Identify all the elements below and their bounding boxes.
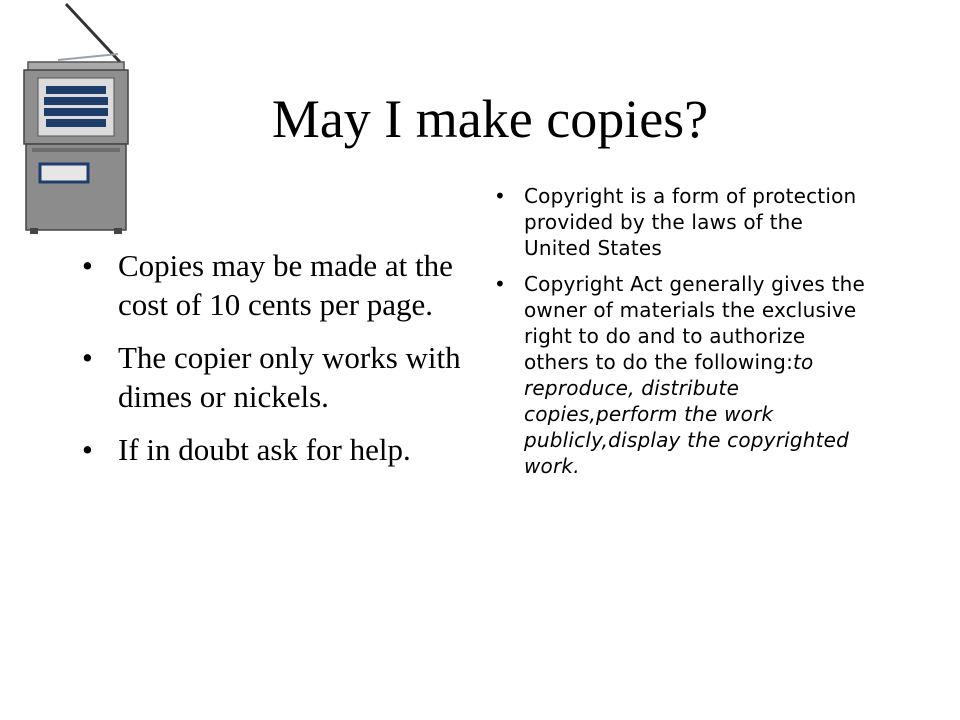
bullet-text: Copyright is a form of protection provided by the laws of the United States [524,184,857,260]
bullet-text: Copies may be made at the cost of 10 cents per page. [118,248,453,322]
right-bullet-list [494,183,874,489]
left-bullet-list [82,246,462,483]
list-item [82,246,462,324]
bullet-icon: • [494,272,506,296]
list-item [494,271,874,479]
bullet-text: Copyright Act generally gives the owner of materials the exclusive right to do and to authorize others to do the following: [524,272,865,374]
bullet-icon: • [82,340,93,375]
bullet-italic-text: to reproduce, distribute copies,perform the work publicly,display the copyrighted work. [524,350,850,478]
list-item [82,430,462,469]
bullet-text: If in doubt ask for help. [118,432,411,467]
bullet-icon: • [82,432,93,467]
bullet-icon: • [494,184,506,208]
list-item [494,183,874,261]
photocopier-clipart [18,0,138,236]
slide-title: May I make copies? [271,89,709,149]
bullet-text: The copier only works with dimes or nickels. [118,340,461,414]
list-item [82,338,462,416]
bullet-icon: • [82,248,93,283]
